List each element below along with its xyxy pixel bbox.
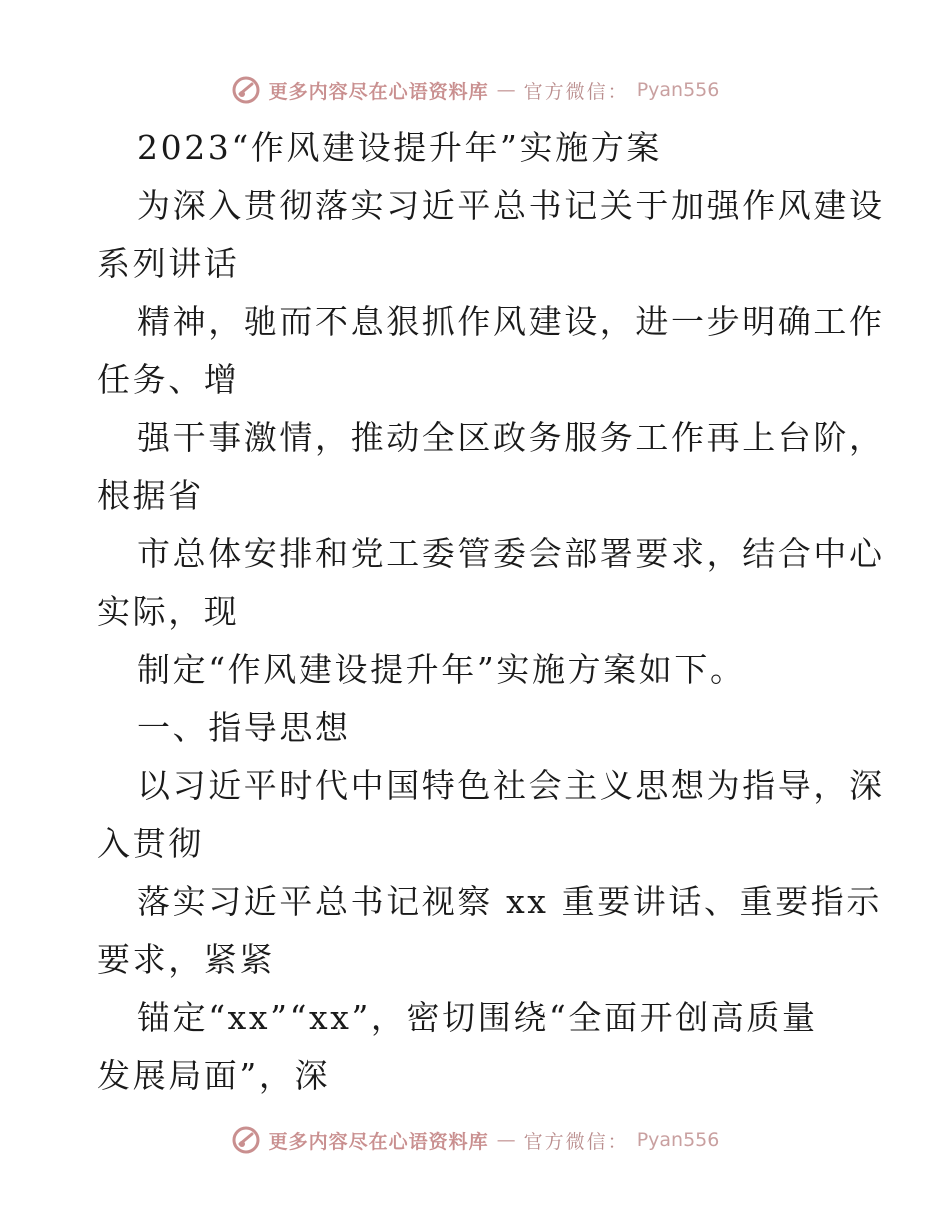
section-heading: 一、指导思想 bbox=[137, 708, 351, 747]
doc-line: 精神，驰而不息狠抓作风建设，进一步明确工作 bbox=[137, 302, 885, 341]
watermark-dash: — bbox=[496, 1129, 516, 1151]
watermark-id: Pyan556 bbox=[636, 79, 720, 101]
doc-line: 发展局面”，深 bbox=[97, 1056, 331, 1095]
watermark-official: 官方微信： bbox=[523, 80, 629, 103]
doc-line: 市总体安排和党工委管委会部署要求，结合中心 bbox=[137, 534, 885, 573]
doc-line: 落实习近平总书记视察 xx 重要讲话、重要指示 bbox=[137, 882, 883, 921]
doc-line: 锚定“xx”“xx”，密切围绕“全面开创高质量 bbox=[137, 998, 818, 1037]
doc-line: 实际，现 bbox=[97, 592, 240, 631]
brand-logo-icon bbox=[231, 75, 261, 105]
doc-line: 强干事激情，推动全区政务服务工作再上台阶， bbox=[137, 418, 885, 457]
doc-line: 制定“作风建设提升年”实施方案如下。 bbox=[137, 650, 746, 689]
watermark-header bbox=[0, 70, 950, 110]
document-body bbox=[97, 119, 885, 1105]
doc-title: 2023“作风建设提升年”实施方案 bbox=[137, 128, 662, 167]
watermark-brand: 更多内容尽在心语资料库 bbox=[268, 1130, 489, 1153]
watermark-footer bbox=[0, 1120, 950, 1160]
watermark-brand: 更多内容尽在心语资料库 bbox=[268, 80, 489, 103]
doc-line: 系列讲话 bbox=[97, 244, 240, 283]
doc-line: 根据省 bbox=[97, 476, 204, 515]
watermark-dash: — bbox=[496, 79, 516, 101]
doc-line: 以习近平时代中国特色社会主义思想为指导，深 bbox=[137, 766, 885, 805]
watermark-id: Pyan556 bbox=[636, 1129, 720, 1151]
watermark-official: 官方微信： bbox=[523, 1130, 629, 1153]
doc-line: 为深入贯彻落实习近平总书记关于加强作风建设 bbox=[137, 186, 885, 225]
doc-line: 入贯彻 bbox=[97, 824, 204, 863]
doc-line: 任务、增 bbox=[97, 360, 240, 399]
doc-line: 要求，紧紧 bbox=[97, 940, 275, 979]
brand-logo-icon bbox=[231, 1125, 261, 1155]
